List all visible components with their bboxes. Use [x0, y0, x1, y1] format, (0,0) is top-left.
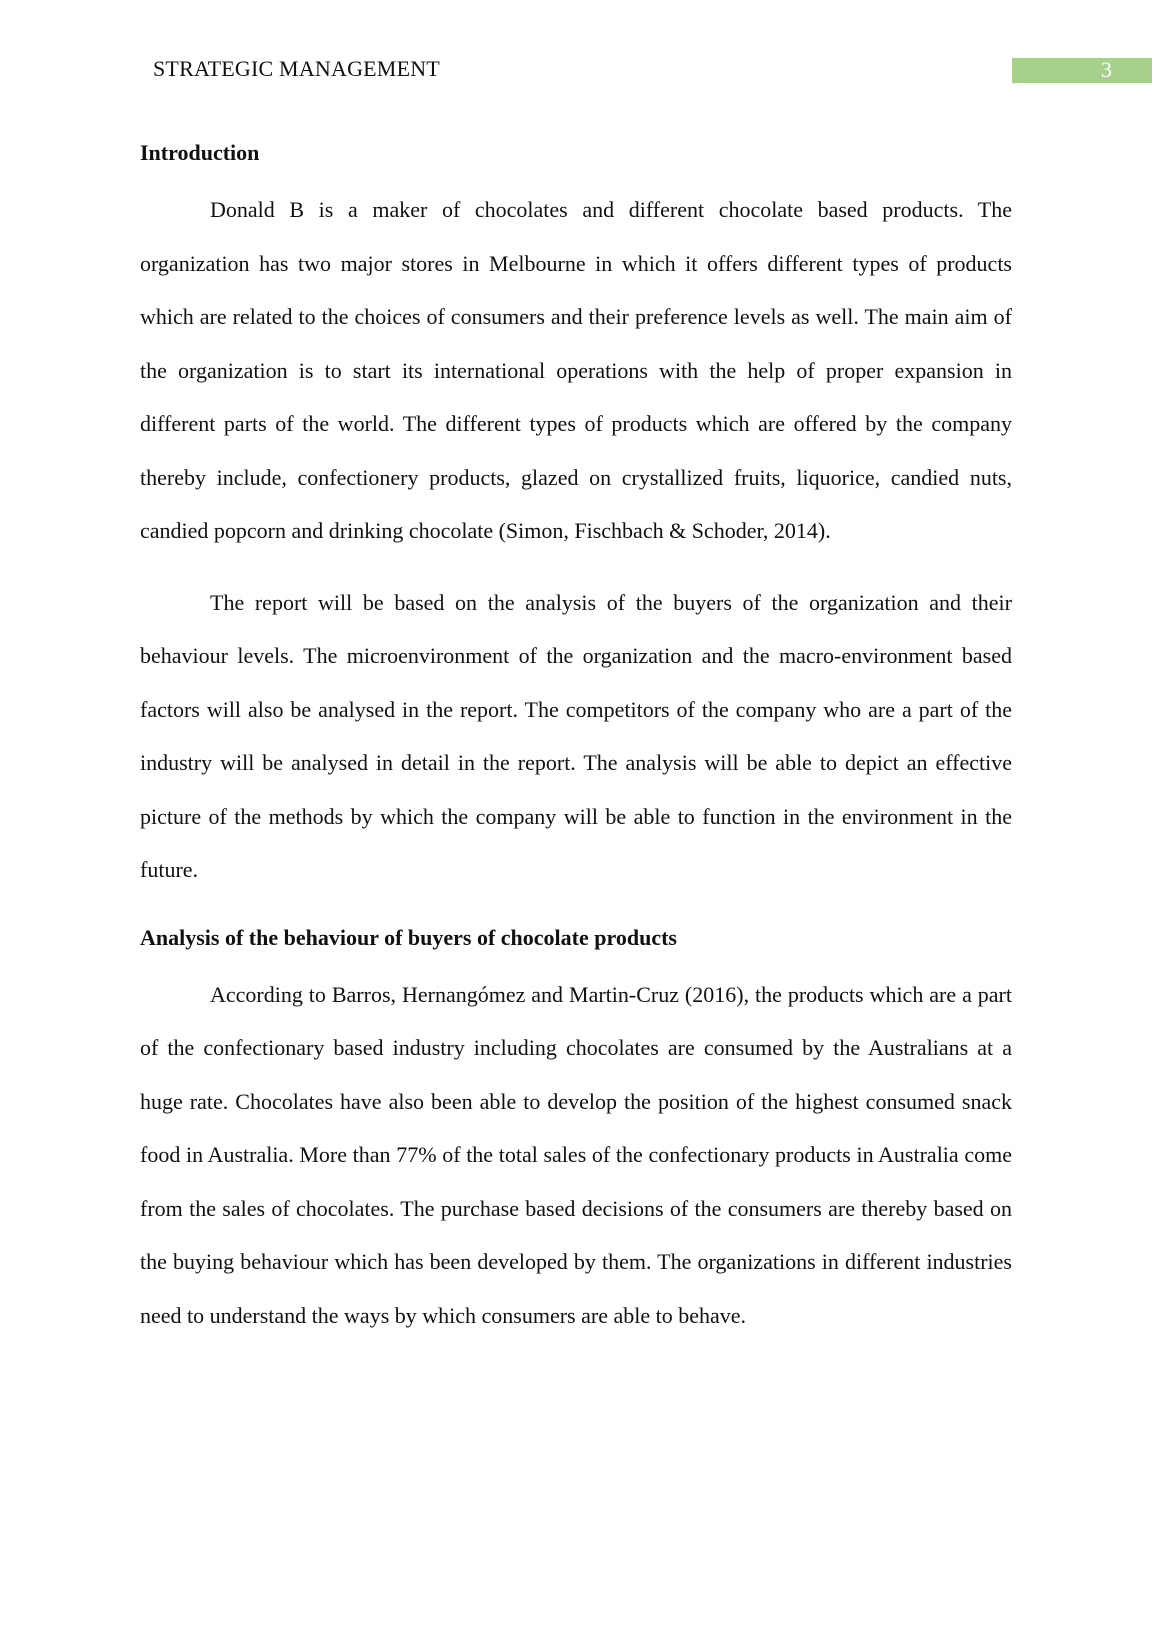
- section-heading-introduction: Introduction: [140, 140, 260, 165]
- spacer: [140, 955, 1012, 968]
- section-heading-buyer-analysis: Analysis of the behaviour of buyers of chocolate products: [140, 924, 677, 950]
- page-number: 3: [1101, 57, 1112, 82]
- intro-paragraph-1: Donald B is a maker of chocolates and different chocolate based products. The organization has two major stores in Melbourne in which it offers different types of products which are related to the choices of consumers and their preference levels as well. The main aim of the organization is to start its international operations with the help of proper expansion in different parts of the world. The different types of products which are offered by the company thereby include, confectionery products, glazed on crystallized fruits, liquorice, candied nuts, candied popcorn and drinking chocolate (Simon, Fischbach & Schoder, 2014).: [140, 197, 1012, 543]
- running-header-title: STRATEGIC MANAGEMENT: [153, 56, 440, 81]
- analysis-paragraph-1: According to Barros, Hernangómez and Martin-Cruz (2016), the products which are a part of the confectionary based industry including chocolates are consumed by the Australians at a huge rate. Chocolates have also been able to develop the position of the highest consumed snack food in Australia. More than 77% of the total sales of the confectionary products in Australia come from the sales of chocolates. The purchase based decisions of the consumers are thereby based on the buying behaviour which has been developed by them. The organizations in different industries need to understand the ways by which consumers are able to behave.: [140, 981, 1012, 1328]
- intro-paragraph-2: The report will be based on the analysis of the buyers of the organization and their behaviour levels. The microenvironment of the organization and the macro-environment based factors will also be analysed in the report. The competitors of the company who are a part of the industry will be analysed in detail in the report. The analysis will be able to depict an effective picture of the methods by which the company will be able to function in the environment in the future.: [140, 589, 1012, 882]
- spacer: [140, 897, 1012, 921]
- page-number-badge: [1012, 58, 1152, 83]
- document-body: [140, 136, 1012, 1342]
- spacer: [140, 170, 1012, 183]
- spacer: [140, 558, 1012, 576]
